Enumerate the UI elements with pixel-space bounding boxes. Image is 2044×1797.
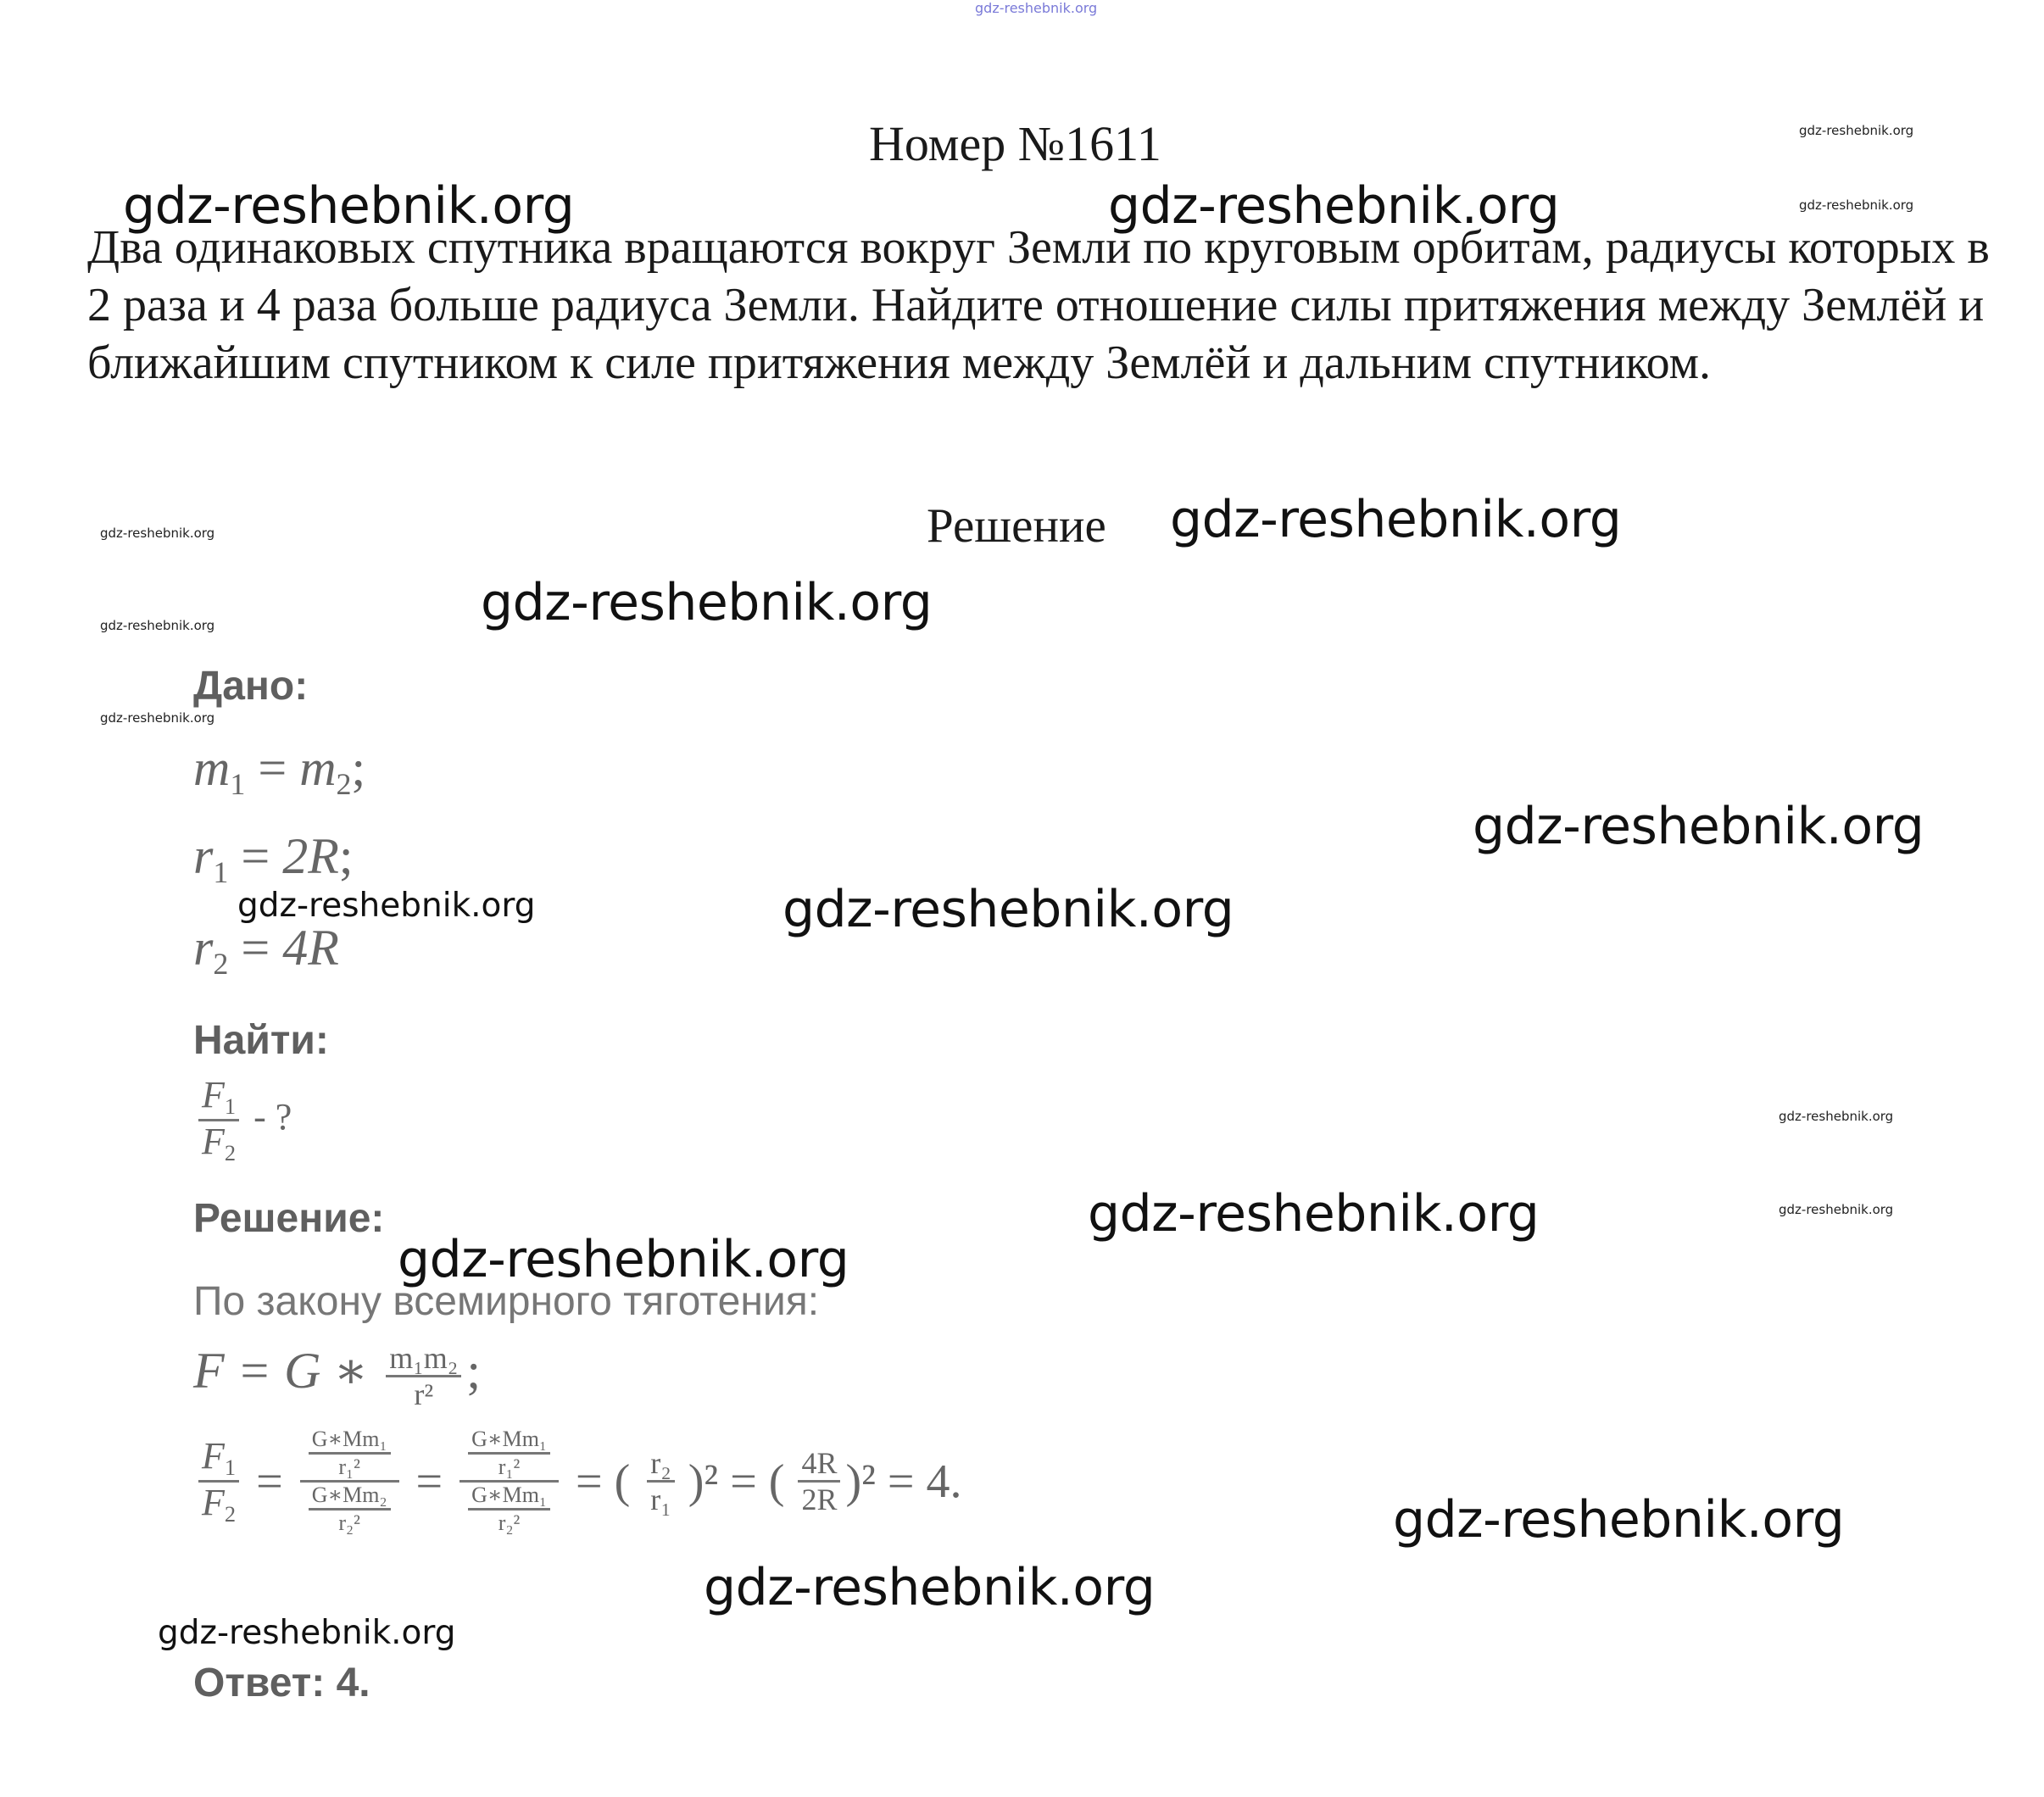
watermark-large: gdz-reshebnik.org bbox=[1393, 1490, 1845, 1549]
find-label: Найти: bbox=[193, 1018, 329, 1063]
watermark-small: gdz-reshebnik.org bbox=[1779, 1202, 1894, 1217]
radius-ratio: $\frac{\text{r₂}}{\text{r₁}}$ bbox=[647, 1448, 675, 1515]
formula-fraction: $\frac{\text{m₁m₂}}{\text{r²}}$ bbox=[386, 1343, 461, 1410]
index: 2 bbox=[224, 1140, 237, 1166]
watermark-medium: gdz-reshebnik.org bbox=[158, 1614, 456, 1652]
var-m: m bbox=[299, 740, 337, 796]
compound-fraction-2: $\frac{\frac{\text{G∗Mm₁}}{\text{r₁²}}}{\frac{\text{G∗Mm₁}}{\text{r₂²}}}$ bbox=[459, 1428, 559, 1534]
equals: = bbox=[228, 920, 283, 976]
watermark-medium: gdz-reshebnik.org bbox=[237, 887, 536, 925]
watermark-small: gdz-reshebnik.org bbox=[100, 526, 215, 541]
semicolon: ; bbox=[466, 1343, 482, 1399]
watermark-small: gdz-reshebnik.org bbox=[100, 710, 215, 726]
watermark-large: gdz-reshebnik.org bbox=[1108, 176, 1560, 236]
gravity-formula bbox=[193, 1341, 481, 1410]
given-r2 bbox=[193, 919, 339, 982]
index: 2 bbox=[336, 766, 352, 801]
watermark-large: gdz-reshebnik.org bbox=[123, 176, 575, 236]
watermark-large: gdz-reshebnik.org bbox=[481, 573, 933, 632]
watermark-large: gdz-reshebnik.org bbox=[398, 1230, 849, 1289]
var-F: F bbox=[202, 1121, 225, 1163]
watermark-small: gdz-reshebnik.org bbox=[1779, 1109, 1894, 1124]
watermark-large: gdz-reshebnik.org bbox=[783, 880, 1234, 939]
watermark-small: gdz-reshebnik.org bbox=[100, 618, 215, 633]
var-F: F bbox=[202, 1482, 225, 1523]
var-r: r bbox=[193, 828, 214, 884]
watermark-large: gdz-reshebnik.org bbox=[704, 1558, 1156, 1617]
law-text: По закону всемирного тяготения: bbox=[193, 1279, 820, 1324]
given-m-equality bbox=[193, 739, 365, 802]
watermark-large: gdz-reshebnik.org bbox=[1473, 797, 1924, 856]
solution-heading: Решение bbox=[927, 499, 1106, 553]
watermark-large: gdz-reshebnik.org bbox=[1088, 1184, 1540, 1243]
index: 1 bbox=[224, 1454, 237, 1480]
watermark-small: gdz-reshebnik.org bbox=[1799, 198, 1914, 213]
ratio-lhs bbox=[198, 1434, 239, 1527]
question-mark: - ? bbox=[244, 1095, 292, 1138]
semicolon: ; bbox=[351, 740, 366, 796]
ratio-fraction bbox=[198, 1074, 239, 1166]
var-F: F bbox=[202, 1434, 225, 1477]
given-r1 bbox=[193, 827, 354, 890]
value: 2R bbox=[282, 828, 339, 884]
watermark-large: gdz-reshebnik.org bbox=[1170, 490, 1622, 549]
solution-label: Решение: bbox=[193, 1196, 385, 1241]
compound-fraction-1: $\frac{\frac{\text{G∗Mm₁}}{\text{r₁²}}}{\frac{\text{G∗Mm₂}}{\text{r₂²}}}$ bbox=[300, 1428, 399, 1534]
value-ratio: $\frac{4R}{2R}$ bbox=[798, 1448, 840, 1515]
given-label: Дано: bbox=[193, 664, 309, 709]
var-m: m bbox=[193, 740, 231, 796]
ratio-derivation: $\frac{F_1}{F_2}$ = $\frac{\frac{\text{G∗Mm₁}}{\text{r₁²}}}{\frac{\text{G∗Mm₂}}{\text{r₂²}}}$ = $\frac{\frac{\text{G∗Mm₁}}{\text{r₁²}}}{\frac{\text{G∗Mm₁}}{\text{r₂²}}}$ = ( $\frac{\text{r₂}}{\text{r₁}}$ )² = ( $\frac{4R}{2R}$ )² = 4. bbox=[193, 1428, 962, 1534]
value: 4R bbox=[282, 920, 339, 976]
var-F: F bbox=[202, 1074, 225, 1115]
index: 2 bbox=[213, 946, 229, 981]
formula-lhs: F = G ∗ bbox=[193, 1343, 382, 1399]
equals: = bbox=[228, 828, 283, 884]
index: 2 bbox=[224, 1500, 237, 1527]
index: 1 bbox=[213, 854, 229, 889]
page-title: Номер №1611 bbox=[869, 116, 1161, 171]
find-ratio bbox=[193, 1074, 292, 1166]
answer: Ответ: 4. bbox=[193, 1661, 370, 1705]
semicolon: ; bbox=[338, 828, 354, 884]
index: 1 bbox=[224, 1093, 237, 1119]
task-statement: Два одинаковых спутника вращаются вокруг Земли по круговым орбитам, радиусы которых в 2 раза и 4 раза больше радиуса Земли. Найдите отношение силы притяжения между Землёй и ближайшим спутником к силе притяжения между Землёй и дальним спутником. bbox=[87, 221, 1990, 389]
index: 1 bbox=[230, 766, 246, 801]
watermark-small: gdz-reshebnik.org bbox=[1799, 123, 1914, 138]
result: )² = 4. bbox=[845, 1455, 962, 1508]
watermark-top: gdz-reshebnik.org bbox=[975, 0, 1098, 16]
var-r: r bbox=[193, 920, 214, 976]
equals: = bbox=[245, 740, 300, 796]
